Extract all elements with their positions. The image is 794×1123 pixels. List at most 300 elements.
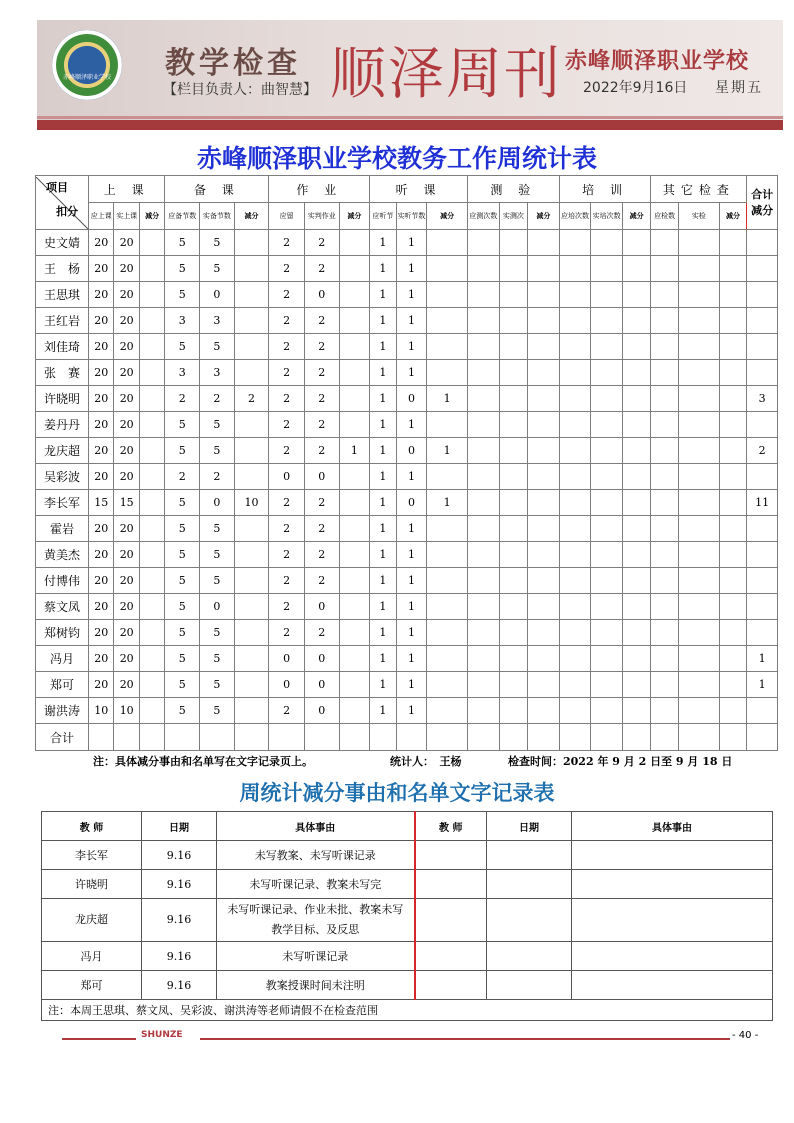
stat-cell — [139, 516, 164, 542]
stat-cell: 2 — [200, 464, 235, 490]
stat-cell: 5 — [200, 620, 235, 646]
stat-cell: 2 — [304, 256, 339, 282]
stat-cell — [234, 230, 269, 256]
stat-cell — [499, 438, 528, 464]
stat-cell: 1 — [370, 412, 396, 438]
stat-cell — [622, 386, 651, 412]
stat-cell — [234, 646, 269, 672]
stat-cell — [528, 386, 560, 412]
teacher-name: 许晓明 — [36, 386, 89, 412]
record-date-2 — [487, 841, 572, 870]
stat-cell: 1 — [427, 438, 468, 464]
stat-cell — [427, 672, 468, 698]
stat-cell — [528, 516, 560, 542]
stat-cell: 10 — [234, 490, 269, 516]
stat-cell — [139, 230, 164, 256]
stat-cell: 2 — [304, 568, 339, 594]
teacher-name: 王红岩 — [36, 308, 89, 334]
stat-cell — [139, 620, 164, 646]
stat-cell — [427, 568, 468, 594]
stat-cell: 5 — [165, 620, 200, 646]
sum-cell — [499, 724, 528, 751]
stat-cell — [467, 386, 499, 412]
subheader: 减分 — [719, 203, 747, 230]
stat-cell: 1 — [370, 464, 396, 490]
record-date-2 — [487, 899, 572, 942]
magazine-title: 顺泽周刊 — [330, 42, 562, 107]
stat-cell — [622, 542, 651, 568]
record-date-2 — [487, 971, 572, 1000]
total-header-label: 合计减分 — [751, 187, 774, 217]
stat-cell: 1 — [396, 464, 427, 490]
stat-cell — [467, 698, 499, 724]
stat-cell — [339, 360, 370, 386]
stat-cell: 20 — [88, 620, 113, 646]
record-teacher-2 — [415, 971, 487, 1000]
subheader: 实培次数 — [591, 203, 623, 230]
footer-line-right — [200, 1038, 730, 1040]
stat-cell: 1 — [396, 282, 427, 308]
records-table — [41, 811, 773, 1021]
stat-cell: 2 — [269, 594, 305, 620]
stat-cell: 3 — [200, 360, 235, 386]
stat-cell: 2 — [269, 542, 305, 568]
stat-cell — [339, 334, 370, 360]
stat-cell — [467, 620, 499, 646]
stat-cell — [499, 230, 528, 256]
group-header: 培 训 — [559, 176, 651, 203]
stat-cell — [651, 594, 679, 620]
stat-cell — [467, 334, 499, 360]
stat-cell — [591, 646, 623, 672]
subheader: 实备节数 — [200, 203, 235, 230]
record-row — [42, 899, 773, 942]
record-teacher-2 — [415, 899, 487, 942]
subheader: 实上课 — [114, 203, 139, 230]
stat-cell — [651, 282, 679, 308]
teacher-name: 李长军 — [36, 490, 89, 516]
stat-cell — [339, 620, 370, 646]
record-date: 9.16 — [142, 870, 217, 899]
stat-cell — [651, 308, 679, 334]
stats-note: 注：具体减分事由和名单写在文字记录页上。 — [93, 755, 313, 768]
stat-cell — [528, 334, 560, 360]
records-header: 日期 — [487, 812, 572, 841]
stat-cell — [678, 334, 719, 360]
stat-cell — [139, 594, 164, 620]
stat-cell: 20 — [88, 334, 113, 360]
stat-cell — [528, 256, 560, 282]
stat-cell — [427, 698, 468, 724]
sum-cell — [139, 724, 164, 751]
stat-cell: 0 — [396, 438, 427, 464]
stat-cell: 5 — [165, 542, 200, 568]
stat-cell: 1 — [396, 594, 427, 620]
stat-cell: 20 — [88, 594, 113, 620]
stat-cell: 5 — [165, 490, 200, 516]
stat-cell: 15 — [114, 490, 139, 516]
stat-cell — [499, 698, 528, 724]
corner-top-label: 项目 — [46, 180, 68, 194]
stat-cell: 2 — [200, 386, 235, 412]
stat-cell — [427, 620, 468, 646]
stat-cell: 5 — [165, 282, 200, 308]
stat-cell — [678, 568, 719, 594]
stat-cell: 1 — [339, 438, 370, 464]
stat-cell — [234, 516, 269, 542]
stat-cell: 20 — [114, 282, 139, 308]
stat-cell — [719, 490, 747, 516]
stat-cell: 20 — [88, 282, 113, 308]
teacher-name: 冯月 — [36, 646, 89, 672]
stat-cell — [234, 308, 269, 334]
stat-cell — [499, 412, 528, 438]
stat-cell — [427, 230, 468, 256]
stat-cell — [678, 386, 719, 412]
stat-cell: 1 — [396, 360, 427, 386]
stat-cell: 2 — [304, 516, 339, 542]
teacher-name: 龙庆超 — [36, 438, 89, 464]
stat-cell: 20 — [114, 386, 139, 412]
stat-cell — [622, 620, 651, 646]
record-reason-text: 未写教案、未写听课记录 — [254, 849, 376, 862]
stat-cell — [339, 464, 370, 490]
stat-cell — [719, 412, 747, 438]
stat-cell — [499, 308, 528, 334]
stat-cell: 0 — [304, 672, 339, 698]
stat-cell: 5 — [165, 412, 200, 438]
stat-cell — [651, 620, 679, 646]
sum-cell — [165, 724, 200, 751]
record-row — [42, 971, 773, 1000]
records-header: 具体事由 — [572, 812, 773, 841]
record-reason — [217, 841, 415, 870]
teacher-name: 谢洪涛 — [36, 698, 89, 724]
stat-cell — [591, 464, 623, 490]
teacher-name: 王 杨 — [36, 256, 89, 282]
stat-cell — [528, 438, 560, 464]
stat-cell — [427, 308, 468, 334]
stat-cell — [719, 256, 747, 282]
stat-cell: 20 — [114, 412, 139, 438]
total-cell — [747, 568, 778, 594]
stat-cell — [499, 282, 528, 308]
stat-cell — [499, 464, 528, 490]
stat-cell: 2 — [269, 308, 305, 334]
stat-cell: 1 — [370, 594, 396, 620]
sum-cell — [622, 724, 651, 751]
stat-cell: 2 — [269, 360, 305, 386]
teacher-name: 蔡文凤 — [36, 594, 89, 620]
stat-cell — [339, 516, 370, 542]
record-date: 9.16 — [142, 899, 217, 942]
stat-cell: 2 — [304, 542, 339, 568]
stat-cell — [678, 646, 719, 672]
sum-cell — [396, 724, 427, 751]
stat-cell — [467, 282, 499, 308]
stat-cell — [467, 646, 499, 672]
stat-cell — [559, 438, 591, 464]
stat-cell — [559, 594, 591, 620]
stat-cell — [622, 594, 651, 620]
subheader: 实检 — [678, 203, 719, 230]
stat-cell: 0 — [269, 464, 305, 490]
sum-cell — [427, 724, 468, 751]
stat-cell: 1 — [370, 360, 396, 386]
stat-cell — [651, 672, 679, 698]
stat-cell — [651, 516, 679, 542]
stat-cell: 20 — [88, 438, 113, 464]
stat-cell — [678, 282, 719, 308]
stat-cell — [559, 386, 591, 412]
stat-cell: 5 — [200, 568, 235, 594]
stat-cell — [591, 594, 623, 620]
stat-cell — [559, 516, 591, 542]
stat-cell: 5 — [165, 698, 200, 724]
table-row — [36, 230, 778, 256]
stat-cell — [559, 230, 591, 256]
stat-cell: 20 — [114, 360, 139, 386]
stats-counter: 统计人： 王杨 — [390, 755, 462, 768]
stat-cell — [622, 464, 651, 490]
stat-cell — [559, 490, 591, 516]
school-logo-icon — [52, 30, 122, 100]
total-cell — [747, 698, 778, 724]
record-reason-text: 未写听课记录 — [282, 950, 349, 963]
teacher-name: 郑树钧 — [36, 620, 89, 646]
stat-cell: 2 — [304, 360, 339, 386]
stat-cell — [427, 412, 468, 438]
stat-cell — [559, 542, 591, 568]
total-cell — [747, 412, 778, 438]
table-row — [36, 386, 778, 412]
stat-cell — [528, 698, 560, 724]
stat-cell: 1 — [370, 334, 396, 360]
footer-line-left — [62, 1038, 136, 1040]
records-header: 教 师 — [42, 812, 142, 841]
subheader: 应培次数 — [559, 203, 591, 230]
subheader: 减分 — [622, 203, 651, 230]
stat-cell — [499, 360, 528, 386]
stat-cell — [651, 256, 679, 282]
stat-cell — [678, 698, 719, 724]
stat-cell: 2 — [269, 568, 305, 594]
stats-group-header-row — [36, 176, 778, 203]
stat-cell — [339, 282, 370, 308]
stat-cell — [559, 568, 591, 594]
total-cell — [747, 334, 778, 360]
total-cell — [747, 594, 778, 620]
stat-cell — [719, 334, 747, 360]
teacher-name: 吴彩波 — [36, 464, 89, 490]
stat-cell — [499, 620, 528, 646]
stat-cell — [678, 542, 719, 568]
table-row — [36, 256, 778, 282]
stat-cell — [678, 438, 719, 464]
table-row — [36, 620, 778, 646]
stat-cell: 1 — [427, 386, 468, 412]
stat-cell: 2 — [304, 334, 339, 360]
stat-cell — [559, 620, 591, 646]
stat-cell — [719, 646, 747, 672]
table-row — [36, 490, 778, 516]
stat-cell: 20 — [114, 230, 139, 256]
stat-cell — [139, 698, 164, 724]
subheader: 应上课 — [88, 203, 113, 230]
sum-label: 合计 — [36, 724, 89, 751]
stat-cell — [622, 230, 651, 256]
subheader: 应检数 — [651, 203, 679, 230]
stat-cell — [622, 568, 651, 594]
stat-cell — [139, 386, 164, 412]
sum-cell — [200, 724, 235, 751]
stat-cell — [651, 438, 679, 464]
group-header: 听 课 — [370, 176, 468, 203]
stat-cell: 0 — [304, 282, 339, 308]
teacher-name: 史文婧 — [36, 230, 89, 256]
stat-cell — [678, 412, 719, 438]
stat-cell: 1 — [396, 698, 427, 724]
stat-cell — [234, 698, 269, 724]
stat-cell — [528, 230, 560, 256]
stat-cell: 1 — [396, 334, 427, 360]
stat-cell — [622, 334, 651, 360]
stat-cell — [719, 308, 747, 334]
stat-cell — [139, 412, 164, 438]
stat-cell — [719, 542, 747, 568]
stat-cell — [651, 698, 679, 724]
stat-cell: 2 — [269, 256, 305, 282]
record-teacher: 冯月 — [42, 942, 142, 971]
stat-cell — [467, 568, 499, 594]
stat-cell — [139, 360, 164, 386]
sum-cell — [339, 724, 370, 751]
stat-cell — [528, 308, 560, 334]
stat-cell: 1 — [396, 620, 427, 646]
table-row — [36, 360, 778, 386]
stats-table — [35, 175, 778, 751]
sum-cell — [304, 724, 339, 751]
records-note: 注：本周王思琪、蔡文凤、吴彩波、谢洪涛等老师请假不在检查范围 — [42, 1000, 773, 1021]
stat-cell — [499, 516, 528, 542]
stat-cell — [139, 672, 164, 698]
record-reason — [217, 870, 415, 899]
stat-cell: 15 — [88, 490, 113, 516]
stat-cell: 0 — [200, 594, 235, 620]
stat-cell: 5 — [165, 672, 200, 698]
stat-cell: 1 — [370, 542, 396, 568]
record-reason — [217, 899, 415, 942]
stat-cell — [591, 230, 623, 256]
total-cell — [747, 360, 778, 386]
stat-cell — [591, 620, 623, 646]
table-row — [36, 282, 778, 308]
stat-cell: 5 — [200, 672, 235, 698]
sum-cell — [269, 724, 305, 751]
record-reason-2 — [572, 870, 773, 899]
school-name: 赤峰顺泽职业学校 — [565, 49, 750, 74]
subheader: 减分 — [528, 203, 560, 230]
stat-cell — [622, 646, 651, 672]
subheader: 应备节数 — [165, 203, 200, 230]
stat-cell: 20 — [88, 308, 113, 334]
sum-total-cell — [747, 724, 778, 751]
table-row — [36, 438, 778, 464]
stat-cell — [651, 386, 679, 412]
stat-cell — [427, 516, 468, 542]
stat-cell — [339, 646, 370, 672]
stat-cell: 5 — [200, 438, 235, 464]
stat-cell: 2 — [234, 386, 269, 412]
sum-cell — [528, 724, 560, 751]
record-row — [42, 870, 773, 899]
stat-cell: 3 — [200, 308, 235, 334]
subheader: 减分 — [339, 203, 370, 230]
stat-cell — [559, 334, 591, 360]
record-reason-2 — [572, 841, 773, 870]
record-teacher: 郑可 — [42, 971, 142, 1000]
stat-cell: 1 — [370, 490, 396, 516]
teacher-name: 姜丹丹 — [36, 412, 89, 438]
stat-cell: 1 — [427, 490, 468, 516]
stat-cell — [499, 386, 528, 412]
stat-cell — [339, 568, 370, 594]
table-row — [36, 542, 778, 568]
stat-cell — [719, 438, 747, 464]
stat-cell — [678, 672, 719, 698]
stat-cell: 20 — [114, 620, 139, 646]
total-cell — [747, 464, 778, 490]
stat-cell — [559, 256, 591, 282]
stat-cell: 2 — [269, 698, 305, 724]
stat-cell — [339, 256, 370, 282]
stat-cell — [427, 256, 468, 282]
total-cell — [747, 620, 778, 646]
stat-cell: 1 — [396, 672, 427, 698]
stat-cell: 20 — [88, 542, 113, 568]
record-reason-2 — [572, 899, 773, 942]
stat-cell — [528, 490, 560, 516]
logo-text: 赤峰顺泽职业学校 — [62, 74, 111, 81]
table-row — [36, 308, 778, 334]
stat-cell: 20 — [114, 516, 139, 542]
stat-cell: 1 — [396, 516, 427, 542]
stat-cell: 20 — [88, 516, 113, 542]
subheader: 实测次 — [499, 203, 528, 230]
issue-weekday: 星期五 — [715, 80, 763, 96]
stat-cell — [591, 542, 623, 568]
stat-cell: 5 — [165, 568, 200, 594]
stat-cell: 2 — [304, 230, 339, 256]
stat-cell — [499, 568, 528, 594]
stat-cell: 20 — [114, 672, 139, 698]
stat-cell: 20 — [88, 230, 113, 256]
stat-cell — [591, 438, 623, 464]
stat-cell — [467, 464, 499, 490]
stat-cell: 2 — [269, 516, 305, 542]
subheader: 应留 — [269, 203, 305, 230]
stat-cell — [591, 568, 623, 594]
sum-cell — [591, 724, 623, 751]
stat-cell — [139, 438, 164, 464]
stat-cell: 0 — [304, 698, 339, 724]
stat-cell — [467, 594, 499, 620]
stat-cell: 20 — [88, 360, 113, 386]
stat-cell: 2 — [304, 412, 339, 438]
stat-cell — [467, 360, 499, 386]
stat-cell — [622, 490, 651, 516]
stat-cell: 2 — [304, 620, 339, 646]
